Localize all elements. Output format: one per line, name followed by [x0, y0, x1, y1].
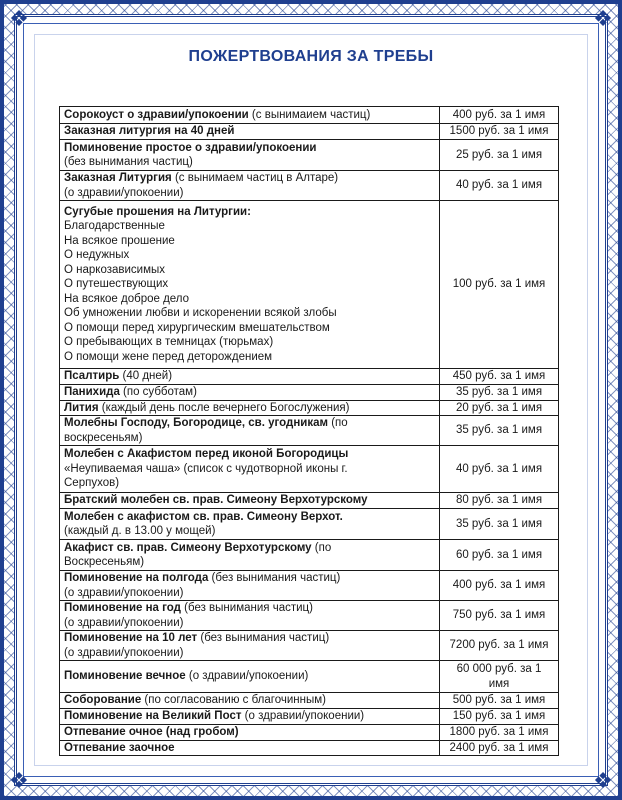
service-note: (без вынимания частиц): [208, 572, 341, 584]
service-name: Лития: [64, 401, 99, 414]
corner-ornament-icon: ❖: [9, 6, 29, 31]
petition-item: О путешествующих: [64, 278, 169, 291]
price-cell: 35 руб. за 1 имя: [440, 509, 559, 540]
service-note: (с вынимаием частиц): [248, 108, 371, 121]
table-row: [60, 446, 559, 493]
service-note: воскресеньям): [64, 431, 143, 444]
table-row: [60, 601, 559, 631]
table-row: [60, 509, 559, 540]
service-name: Поминовение простое о здравии/упокоении: [64, 141, 317, 154]
price-cell: 40 руб. за 1 имя: [440, 446, 559, 493]
table-row: [60, 107, 559, 124]
price-cell: 400 руб. за 1 имя: [440, 107, 559, 124]
price-cell: 400 руб. за 1 имя: [440, 571, 559, 601]
petition-item: О недужных: [64, 249, 130, 262]
service-name: Заказная литургия на 40 дней: [64, 125, 235, 138]
price-line: имя: [488, 677, 510, 690]
table-row: [60, 724, 559, 740]
service-note: (по субботам): [119, 386, 197, 398]
service-name: Поминовение на Великий Пост: [64, 710, 242, 722]
service-name: Поминовение вечное: [64, 670, 186, 683]
page-title: ПОЖЕРТВОВАНИЯ ЗА ТРЕБЫ: [188, 48, 434, 65]
corner-ornament-icon: ❖: [593, 768, 613, 793]
service-note: (каждый день после вечернего Богослужения): [98, 401, 350, 414]
price-cell: 500 руб. за 1 имя: [440, 693, 559, 709]
price-cell: 35 руб. за 1 имя: [440, 385, 559, 401]
table-row: [60, 693, 559, 709]
table-row: [60, 493, 559, 509]
service-note: Серпухов): [64, 477, 120, 490]
service-name: Отпевание заочное: [64, 741, 175, 754]
service-note: Воскресеньям): [64, 556, 145, 568]
service-name: Молебны Господу, Богородице, св. угодникам: [64, 417, 328, 429]
service-note: (о здравии/упокоении): [185, 670, 309, 683]
service-name: Акафист св. прав. Симеону Верхотурскому: [64, 541, 312, 554]
table-row: [60, 416, 559, 446]
price-cell: 150 руб. за 1 имя: [440, 709, 559, 725]
table-row: [60, 140, 559, 171]
service-name: Молебен с акафистом св. прав. Симеону Верхот.: [64, 510, 343, 523]
corner-ornament-icon: ❖: [9, 768, 29, 793]
service-note: «Неупиваемая чаша» (список с чудотворной иконы г.: [64, 462, 348, 475]
service-note: (о здравии/упокоении): [64, 616, 184, 629]
price-cell: 750 руб. за 1 имя: [440, 601, 559, 631]
service-name: Поминовение на полгода: [64, 572, 209, 584]
service-name: Панихида: [64, 386, 120, 398]
service-note: (по: [328, 417, 348, 429]
service-note: (без вынимания частиц): [180, 602, 313, 614]
service-name: Братский молебен св. прав. Симеону Верхотурскому: [64, 494, 368, 507]
price-line: 60 000 руб. за 1: [456, 663, 542, 675]
table-row: [60, 661, 559, 693]
corner-ornament-icon: ❖: [593, 6, 613, 31]
service-name: Соборование: [64, 694, 142, 707]
service-note: (40 дней): [119, 370, 173, 383]
petition-item: О наркозависимых: [64, 263, 166, 276]
table-row: [60, 385, 559, 401]
price-cell: 7200 руб. за 1 имя: [440, 631, 559, 661]
price-cell: 80 руб. за 1 имя: [440, 493, 559, 509]
service-note: (без вынимания частиц): [197, 632, 330, 644]
price-cell: 25 руб. за 1 имя: [440, 140, 559, 171]
price-cell: 1500 руб. за 1 имя: [440, 124, 559, 140]
service-note: (о здравии/упокоении): [64, 186, 184, 199]
service-name: Псалтирь: [64, 370, 120, 383]
price-cell: 1800 руб. за 1 имя: [440, 724, 559, 740]
price-cell: 20 руб. за 1 имя: [440, 400, 559, 416]
service-name: Поминовение на 10 лет: [64, 632, 198, 644]
table-row: [60, 631, 559, 661]
table-row: [60, 740, 559, 756]
petition-item: На всякое доброе дело: [64, 292, 190, 305]
price-cell: 2400 руб. за 1 имя: [440, 740, 559, 756]
table-row: [60, 171, 559, 201]
price-cell: 60 руб. за 1 имя: [440, 540, 559, 571]
service-note: (по согласованию с благочинным): [141, 694, 326, 707]
petition-item: Благодарственные: [64, 220, 165, 233]
table-row: [60, 124, 559, 140]
service-name: Поминовение на год: [64, 602, 181, 614]
petition-item: О помощи перед хирургическим вмешательством: [64, 321, 330, 334]
table-row: [60, 369, 559, 385]
table-row: [60, 400, 559, 416]
price-cell: 35 руб. за 1 имя: [440, 416, 559, 446]
table-row: [60, 201, 559, 369]
service-note: (с вынимаем частиц в Алтаре): [171, 172, 339, 184]
table-row: [60, 709, 559, 725]
price-cell: 450 руб. за 1 имя: [440, 369, 559, 385]
service-note: (о здравии/упокоении): [241, 710, 365, 722]
service-name: Заказная Литургия: [64, 172, 172, 184]
petition-item: На всякое прошение: [64, 234, 175, 247]
service-name: Сугубые прошения на Литургии:: [64, 205, 251, 218]
service-note: (каждый д. в 13.00 у мощей): [64, 525, 216, 537]
petition-item: О пребывающих в темницах (тюрьмах): [64, 336, 274, 349]
service-name: Молебен с Акафистом перед иконой Богородицы: [64, 448, 349, 461]
price-table: [59, 106, 559, 756]
service-name: Отпевание очное (над гробом): [64, 725, 239, 738]
table-row: [60, 540, 559, 571]
service-note: (о здравии/упокоении): [64, 646, 184, 659]
price-cell: [440, 661, 559, 693]
service-note: (без вынимания частиц): [64, 156, 193, 168]
service-note: (по: [311, 541, 332, 554]
price-cell: 40 руб. за 1 имя: [440, 171, 559, 201]
service-name: Сорокоуст о здравии/упокоении: [64, 108, 249, 121]
petition-item: Об умножении любви и искоренении всякой злобы: [64, 307, 337, 320]
petition-item: О помощи жене перед деторождением: [64, 350, 273, 363]
service-note: (о здравии/упокоении): [64, 586, 184, 599]
table-row: [60, 571, 559, 601]
price-cell: 100 руб. за 1 имя: [440, 201, 559, 369]
